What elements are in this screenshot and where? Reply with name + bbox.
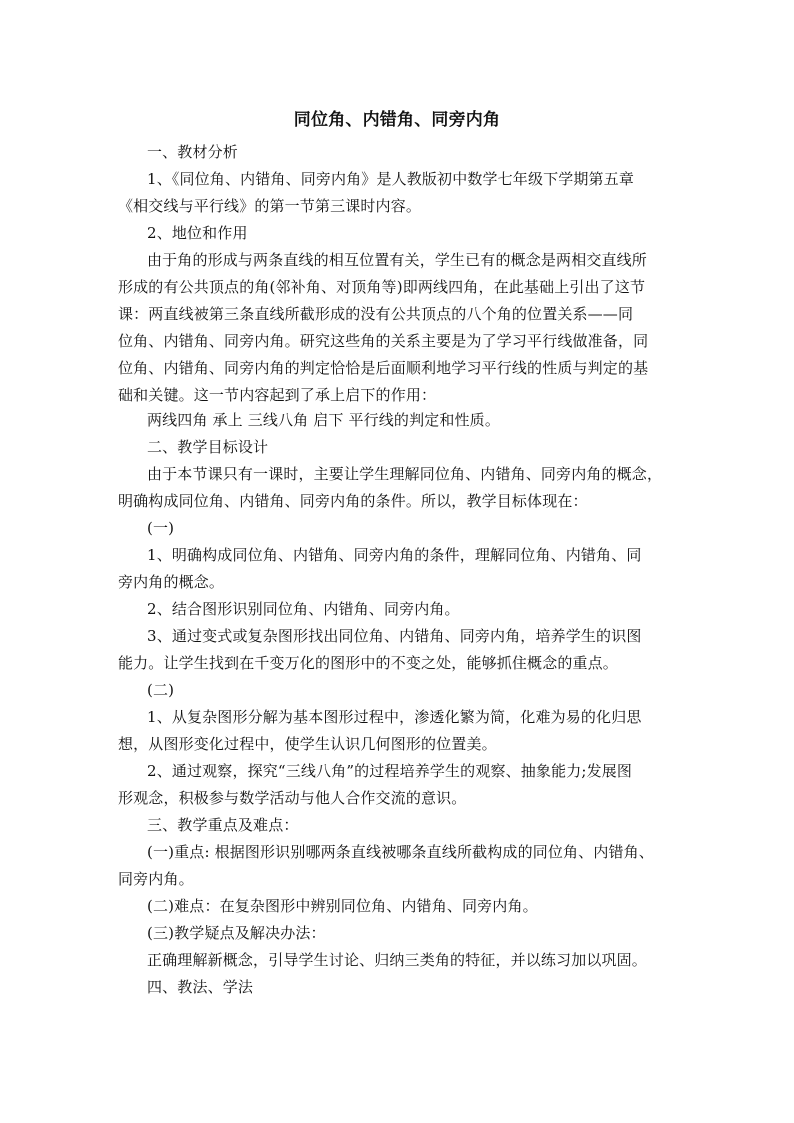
paragraph-line: 明确构成同位角、内错角、同旁内角的条件。所以，教学目标体现在： bbox=[118, 492, 588, 510]
paragraph-line: 1、《同位角、内错角、同旁内角》是人教版初中数学七年级下学期第五章 bbox=[147, 170, 634, 188]
paragraph-line: 形成的有公共顶点的角(邻补角、对顶角等)即两线四角，在此基础上引出了这节 bbox=[118, 278, 646, 296]
paragraph-line: 3、通过变式或复杂图形找出同位角、内错角、同旁内角，培养学生的识图 bbox=[147, 627, 642, 645]
paragraph-line: 位角、内错角、同旁内角。研究这些角的关系主要是为了学习平行线做准备，同 bbox=[118, 332, 649, 350]
paragraph-line: 正确理解新概念，引导学生讨论、归纳三类角的特征，并以练习加以巩固。 bbox=[147, 951, 647, 969]
paragraph-line: 同旁内角。 bbox=[118, 870, 194, 888]
paragraph-line: 2、结合图形识别同位角、内错角、同旁内角。 bbox=[147, 600, 460, 618]
paragraph-line: (二)难点：在复杂图形中辨别同位角、内错角、同旁内角。 bbox=[147, 897, 538, 915]
subsection-heading: 2、地位和作用 bbox=[147, 224, 248, 242]
paragraph-line: (一)重点: 根据图形识别哪两条直线被哪条直线所截构成的同位角、内错角、 bbox=[147, 843, 654, 861]
paragraph-line: 想，从图形变化过程中，使学生认识几何图形的位置美。 bbox=[118, 735, 497, 753]
section-heading: 四、教法、学法 bbox=[147, 978, 254, 996]
paragraph-line: 1、从复杂图形分解为基本图形过程中，渗透化繁为简，化难为易的化归思 bbox=[147, 708, 642, 726]
paragraph-line: 2、通过观察，探究“三线八角”的过程培养学生的观察、抽象能力;发展图 bbox=[147, 762, 633, 780]
paragraph-line: 由于角的形成与两条直线的相互位置有关，学生已有的概念是两相交直线所 bbox=[147, 251, 647, 269]
subsection-heading: (一) bbox=[147, 519, 175, 537]
subsection-heading: (二) bbox=[147, 681, 175, 699]
document-title: 同位角、内错角、同旁内角 bbox=[293, 110, 501, 130]
paragraph-line: 能力。让学生找到在千变万化的图形中的不变之处，能够抓住概念的重点。 bbox=[118, 654, 618, 672]
paragraph-line: 1、明确构成同位角、内错角、同旁内角的条件，理解同位角、内错角、同 bbox=[147, 546, 642, 564]
paragraph-line: 位角、内错角、同旁内角的判定恰恰是后面顺利地学习平行线的性质与判定的基 bbox=[118, 359, 649, 377]
section-heading: 二、教学目标设计 bbox=[147, 438, 269, 456]
paragraph-line: 课：两直线被第三条直线所截形成的没有公共顶点的八个角的位置关系——同 bbox=[118, 305, 634, 323]
paragraph-line: 两线四角 承上 三线八角 启下 平行线的判定和性质。 bbox=[147, 411, 500, 429]
section-heading: 三、教学重点及难点： bbox=[147, 816, 299, 834]
paragraph-line: 旁内角的概念。 bbox=[118, 573, 225, 591]
paragraph-line: 础和关键。这一节内容起到了承上启下的作用： bbox=[118, 386, 437, 404]
paragraph-line: 由于本节课只有一课时，主要让学生理解同位角、内错角、同旁内角的概念， bbox=[147, 465, 663, 483]
paragraph-line: 形观念，积极参与数学活动与他人合作交流的意识。 bbox=[118, 789, 467, 807]
section-heading: 一、教材分析 bbox=[147, 143, 238, 161]
paragraph-line: (三)教学疑点及解决办法： bbox=[147, 924, 326, 942]
paragraph-line: 《相交线与平行线》的第一节第三课时内容。 bbox=[118, 197, 422, 215]
